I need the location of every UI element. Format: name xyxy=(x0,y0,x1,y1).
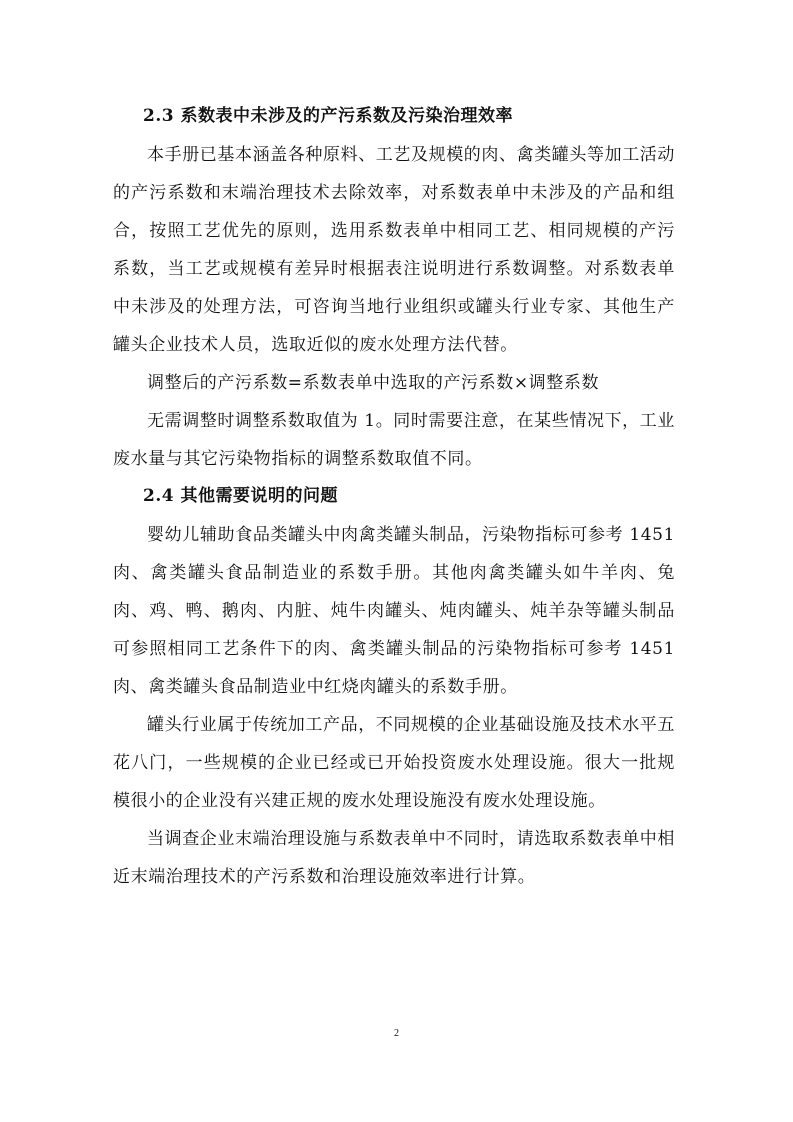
paragraph: 调整后的产污系数=系数表单中选取的产污系数×调整系数 xyxy=(147,373,600,393)
paragraph: 无需调整时调整系数取值为 1。同时需要注意，在某些情况下，工业废水量与其它污染物指标的调整系数取值不同。 xyxy=(113,411,675,469)
section-heading-2-3: 2.3 系数表中未涉及的产污系数及污染治理效率 xyxy=(143,106,513,126)
page-content xyxy=(113,100,675,896)
paragraph: 本手册已基本涵盖各种原料、工艺及规模的肉、禽类罐头等加工活动的产污系数和末端治理技术去除效率，对系数表单中未涉及的产品和组合，按照工艺优先的原则，选用系数表单中相同工艺、相同规模的产污系数，当工艺或规模有差异时根据表注说明进行系数调整。对系数表单中未涉及的处理方法，可咨询当地行业组织或罐头行业专家、其他生产罐头企业技术人员，选取近似的废水处理方法代替。 xyxy=(113,145,675,355)
paragraph: 罐头行业属于传统加工产品，不同规模的企业基础设施及技术水平五花八门，一些规模的企业已经或已开始投资废水处理设施。很大一批规模很小的企业没有兴建正规的废水处理设施没有废水处理设施。 xyxy=(113,715,675,811)
paragraph: 婴幼儿辅助食品类罐头中肉禽类罐头制品，污染物指标可参考 1451 肉、禽类罐头食品制造业的系数手册。其他肉禽类罐头如牛羊肉、兔肉、鸡、鸭、鹅肉、内脏、炖牛肉罐头、炖肉罐头、炖羊杂等罐头制品可参照相同工艺条件下的肉、禽类罐头制品的污染物指标可参考 1451 肉、禽类罐头食品制造业中红烧肉罐头的系数手册。 xyxy=(113,525,675,697)
section-heading-2-4: 2.4 其他需要说明的问题 xyxy=(143,486,338,506)
page-number: 2 xyxy=(394,1028,399,1039)
paragraph: 当调查企业末端治理设施与系数表单中不同时，请选取系数表单中相近末端治理技术的产污系数和治理设施效率进行计算。 xyxy=(113,829,675,887)
